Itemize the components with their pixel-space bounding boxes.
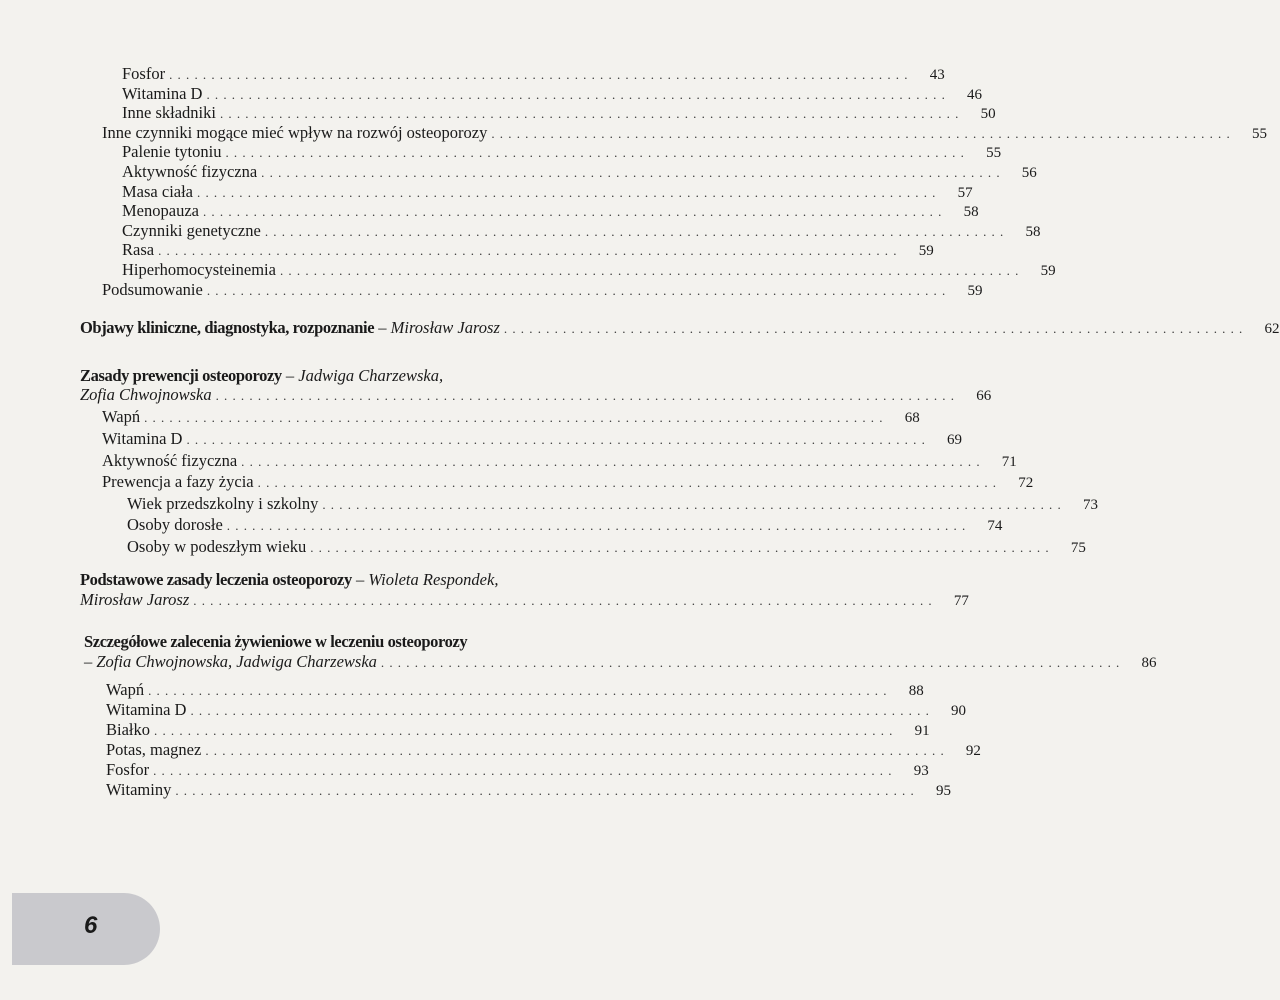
toc-entry[interactable]	[106, 740, 981, 761]
chapter-page: 66	[976, 388, 992, 404]
toc-entry[interactable]	[102, 451, 1017, 472]
toc-chapter[interactable]	[80, 318, 1280, 339]
toc-entry-page: 56	[1021, 165, 1037, 181]
toc-entry[interactable]	[122, 103, 996, 124]
toc-entry[interactable]	[122, 64, 945, 85]
leader-dots: ........................................................................................	[206, 87, 951, 102]
leader-dots: ........................................................................................	[279, 263, 1024, 278]
toc-entry-title: Witamina D	[102, 429, 183, 448]
toc-entry-page: 92	[965, 743, 981, 759]
toc-entry[interactable]	[102, 429, 963, 450]
toc-entry-page: 58	[963, 204, 979, 220]
toc-chapter-heading[interactable]	[80, 570, 498, 590]
toc-chapter-heading[interactable]	[80, 366, 443, 386]
leader-dots: ........................................................................................	[197, 185, 941, 200]
toc-entry-title: Hiperhomocysteinemia	[122, 260, 276, 279]
toc-entry-title: Wapń	[102, 407, 141, 426]
toc-entry[interactable]	[102, 472, 1034, 493]
toc-entry-title: Aktywność fizyczna	[102, 451, 238, 470]
leader-dots: ........................................................................................	[193, 593, 937, 608]
leader-dots: ........................................................................................	[202, 204, 947, 219]
toc-entry[interactable]	[122, 142, 1002, 163]
leader-dots: ........................................................................................	[226, 518, 971, 533]
page-number: 6	[84, 912, 98, 939]
toc-chapter[interactable]	[80, 385, 992, 406]
chapter-title: Zasady prewencji osteoporozy	[80, 366, 282, 385]
toc-entry-page: 69	[947, 432, 963, 448]
toc-entry[interactable]	[106, 720, 930, 741]
chapter-authors: Wioleta Respondek,	[368, 570, 499, 589]
toc-entry[interactable]	[106, 780, 951, 801]
toc-entry-page: 55	[986, 145, 1002, 161]
chapter-title: Szczegółowe zalecenia żywieniowe w leczeniu osteoporozy	[84, 632, 468, 651]
chapter-separator: –	[351, 570, 369, 589]
leader-dots: ........................................................................................	[175, 783, 919, 798]
chapter-page: 86	[1141, 655, 1157, 671]
toc-entry-page: 59	[967, 283, 983, 299]
toc-entry-title: Wapń	[106, 680, 145, 699]
toc-entry-title: Inne składniki	[122, 103, 216, 122]
toc-entry-page: 50	[980, 106, 996, 122]
toc-entry-page: 57	[957, 185, 973, 201]
chapter-separator: –	[374, 318, 391, 337]
toc-entry-page: 58	[1025, 224, 1041, 240]
toc-entry-page: 59	[1040, 263, 1056, 279]
chapter-separator: –	[281, 366, 299, 385]
chapter-authors: Zofia Chwojnowska	[80, 385, 212, 404]
leader-dots: ........................................................................................	[186, 432, 931, 447]
leader-dots: ........................................................................................	[257, 475, 1002, 490]
toc-entry-title: Czynniki genetyczne	[122, 221, 261, 240]
toc-entry-title: Witamina D	[106, 700, 187, 719]
toc-entry-title: Podsumowanie	[102, 280, 203, 299]
toc-entry[interactable]	[102, 123, 1267, 144]
chapter-authors: Zofia Chwojnowska, Jadwiga Charzewska	[96, 652, 377, 671]
toc-entry-page: 88	[908, 683, 924, 699]
toc-entry-title: Fosfor	[106, 760, 150, 779]
toc-entry[interactable]	[122, 221, 1041, 242]
leader-dots: ........................................................................................	[491, 126, 1235, 141]
toc-entry[interactable]	[127, 537, 1086, 558]
toc-entry[interactable]	[122, 240, 934, 261]
chapter-title: Podstawowe zasady leczenia osteoporozy	[80, 570, 352, 589]
toc-entry-title: Osoby w podeszłym wieku	[127, 537, 307, 556]
leader-dots: ........................................................................................	[225, 145, 970, 160]
leader-dots: ........................................................................................	[206, 283, 951, 298]
toc-chapter-heading[interactable]	[84, 632, 467, 652]
toc-entry-page: 93	[913, 763, 929, 779]
toc-entry-title: Osoby dorosłe	[127, 515, 223, 534]
toc-entry-title: Witamina D	[122, 84, 203, 103]
leader-dots: ........................................................................................	[264, 224, 1009, 239]
toc-entry-title: Rasa	[122, 240, 155, 259]
leader-dots: ........................................................................................	[148, 683, 892, 698]
toc-entry[interactable]	[122, 260, 1056, 281]
toc-entry-title: Prewencja a fazy życia	[102, 472, 254, 491]
toc-chapter[interactable]	[80, 590, 969, 611]
toc-entry-page: 72	[1018, 475, 1034, 491]
toc-entry[interactable]	[106, 680, 924, 701]
toc-entry[interactable]	[106, 700, 967, 721]
toc-entry-title: Masa ciała	[122, 182, 194, 201]
leader-dots: ........................................................................................	[219, 106, 964, 121]
chapter-separator: –	[84, 652, 97, 671]
chapter-authors: Jadwiga Charzewska,	[298, 366, 444, 385]
toc-entry-page: 95	[935, 783, 951, 799]
leader-dots: ........................................................................................	[241, 454, 985, 469]
chapter-authors: Mirosław Jarosz	[80, 590, 190, 609]
toc-entry-title: Menopauza	[122, 201, 199, 220]
toc-entry-page: 46	[967, 87, 983, 103]
leader-dots: ........................................................................................	[380, 655, 1125, 670]
toc-entry-title: Białko	[106, 720, 150, 739]
toc-entry[interactable]	[122, 162, 1037, 183]
toc-entry-title: Witaminy	[106, 780, 172, 799]
toc-entry[interactable]	[127, 515, 1003, 536]
toc-entry-page: 43	[929, 67, 945, 83]
chapter-page: 62	[1264, 321, 1280, 337]
leader-dots: ........................................................................................	[190, 703, 935, 718]
toc-entry-page: 59	[918, 243, 934, 259]
toc-entry-page: 71	[1001, 454, 1017, 470]
toc-entry-title: Wiek przedszkolny i szkolny	[127, 494, 319, 513]
leader-dots: ........................................................................................	[503, 321, 1248, 336]
leader-dots: ........................................................................................	[215, 388, 960, 403]
leader-dots: ........................................................................................	[158, 243, 902, 258]
toc-entry-page: 55	[1251, 126, 1267, 142]
leader-dots: ........................................................................................	[154, 723, 898, 738]
toc-entry-title: Inne czynniki mogące mieć wpływ na rozwój osteoporozy	[102, 123, 488, 142]
toc-entry-page: 90	[951, 703, 967, 719]
leader-dots: ........................................................................................	[153, 763, 897, 778]
leader-dots: ........................................................................................	[169, 67, 913, 82]
leader-dots: ........................................................................................	[261, 165, 1005, 180]
toc-entry[interactable]	[122, 182, 973, 203]
chapter-authors: Mirosław Jarosz	[390, 318, 500, 337]
toc-entry-title: Fosfor	[122, 64, 166, 83]
toc-chapter[interactable]	[84, 652, 1157, 673]
leader-dots: ........................................................................................	[322, 497, 1066, 512]
toc-entry-page: 74	[987, 518, 1003, 534]
toc-entry-title: Aktywność fizyczna	[122, 162, 258, 181]
toc-entry-page: 75	[1070, 540, 1086, 556]
toc-entry-page: 68	[904, 410, 920, 426]
toc-entry-page: 91	[914, 723, 930, 739]
leader-dots: ........................................................................................	[144, 410, 888, 425]
toc-entry-page: 73	[1082, 497, 1098, 513]
leader-dots: ........................................................................................	[205, 743, 949, 758]
toc-entry[interactable]	[102, 280, 983, 301]
toc-entry[interactable]	[127, 494, 1098, 515]
chapter-page: 77	[953, 593, 969, 609]
toc-entry-title: Potas, magnez	[106, 740, 202, 759]
toc-entry[interactable]	[102, 407, 920, 428]
toc-entry[interactable]	[122, 201, 979, 222]
toc-entry[interactable]	[106, 760, 929, 781]
toc-entry-title: Palenie tytoniu	[122, 142, 222, 161]
toc-entry[interactable]	[122, 84, 983, 105]
leader-dots: ........................................................................................	[310, 540, 1054, 555]
chapter-title: Objawy kliniczne, diagnostyka, rozpoznanie	[80, 318, 375, 337]
